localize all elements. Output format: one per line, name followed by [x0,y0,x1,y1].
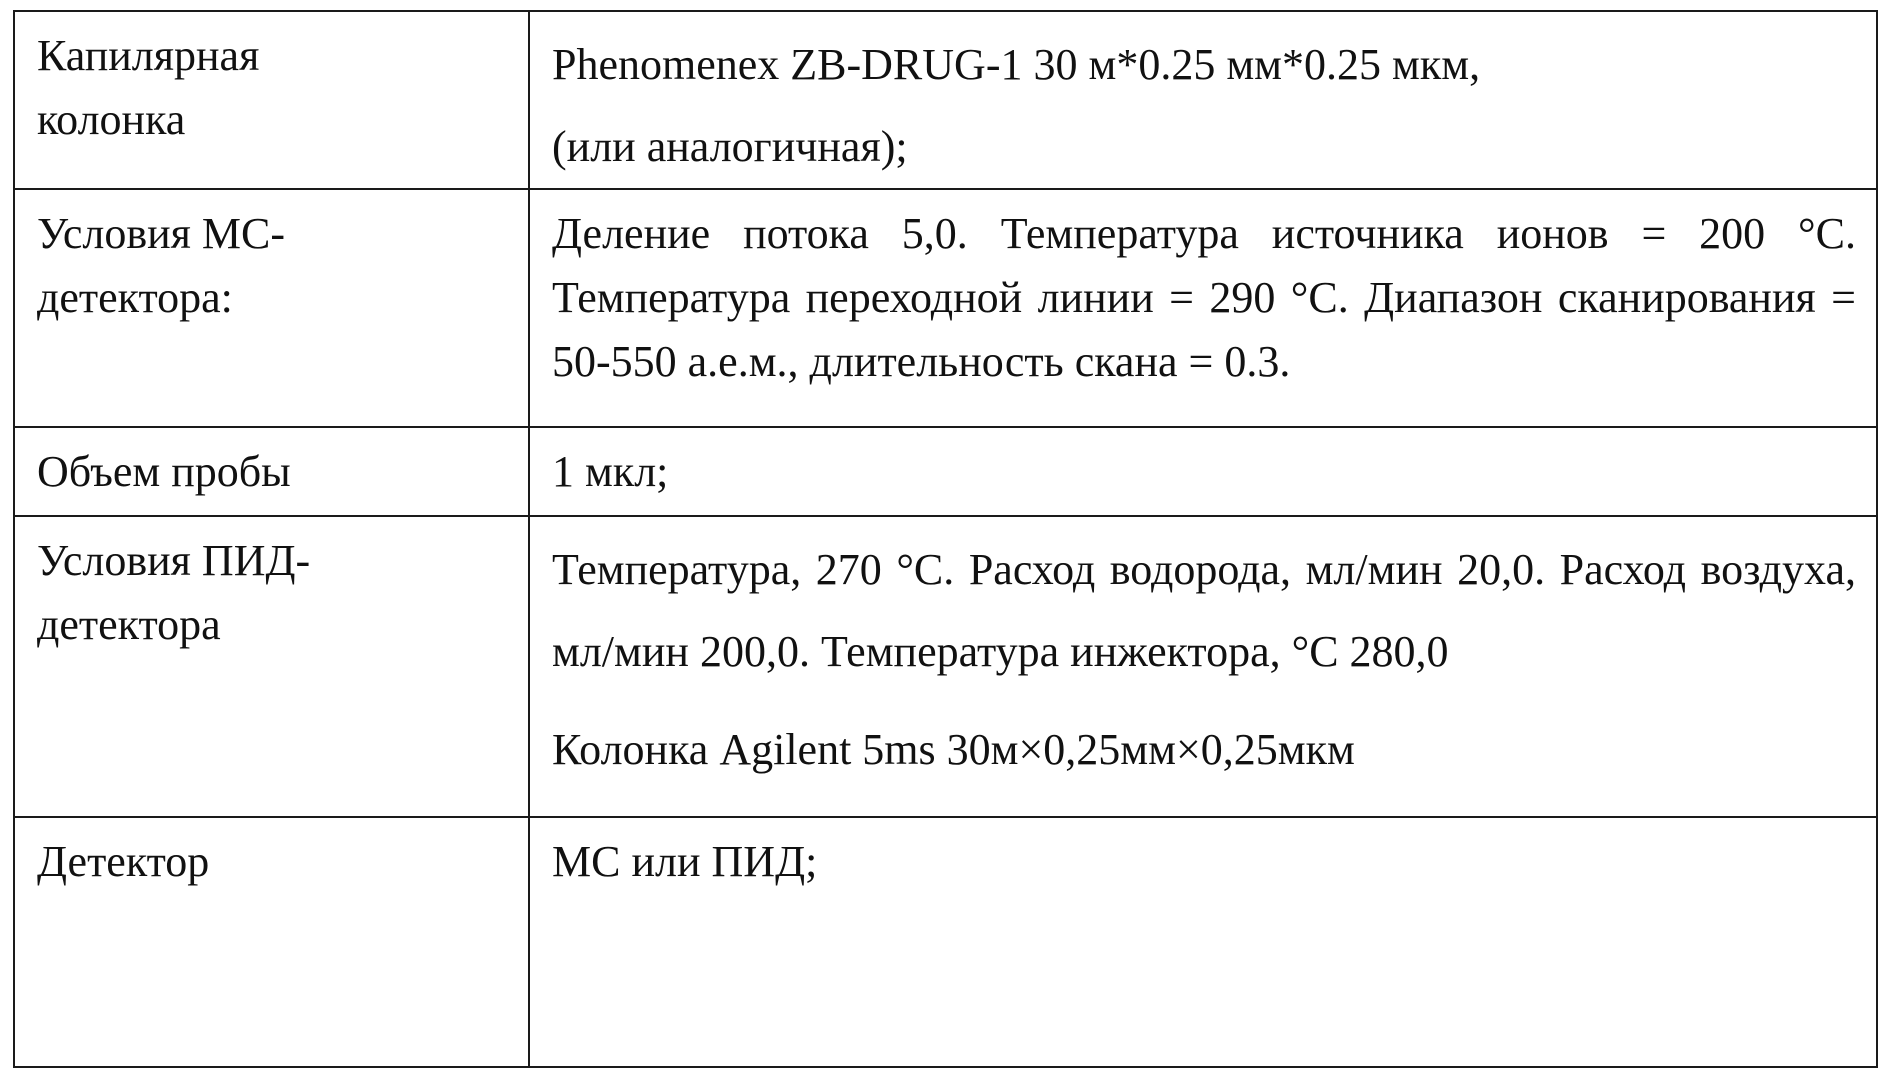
row-value [530,818,1876,894]
row-label: Детектор [37,837,210,886]
label-cell [14,11,529,189]
value-text: МС или ПИД; [552,837,818,886]
row-label: Капилярная колонка [37,31,260,144]
row-value [530,190,1876,394]
row-label: Условия ПИД- детектора [37,536,311,649]
row-value [530,12,1876,188]
value-cell [529,427,1877,516]
row-label: Условия МС- детектора: [37,209,286,322]
value-line: (или аналогичная); [552,122,908,171]
row-value [530,428,1876,504]
parameters-table [13,10,1878,1068]
label-cell [14,516,529,817]
value-cell [529,516,1877,817]
value-text: 1 мкл; [552,447,669,496]
table-row-fid-detector [14,516,1877,817]
table-row-detector [14,817,1877,1067]
value-text: Деление потока 5,0. Температура источника ионов = 200 °С. Температура переходной линии = 290 °С. Диапазон сканирования = 50-550 а.е.м., длительность скана = 0.3. [552,209,1856,386]
table-row-sample-volume [14,427,1877,516]
label-cell [14,189,529,427]
value-line: Phenomenex ZB-DRUG-1 30 м*0.25 мм*0.25 мкм, [552,40,1481,89]
label-cell [14,817,529,1067]
value-cell [529,817,1877,1067]
value-text: Температура, 270 °С. Расход водорода, мл/мин 20,0. Расход воздуха, мл/мин 200,0. Температура инжектора, °С 280,0 [552,545,1856,676]
table-row-column [14,11,1877,189]
column-note: Колонка Agilent 5ms 30м×0,25мм×0,25мкм [552,725,1355,774]
row-label: Объем пробы [37,447,291,496]
row-value [530,517,1876,791]
value-cell [529,189,1877,427]
table-row-ms-detector [14,189,1877,427]
label-cell [14,427,529,516]
value-cell [529,11,1877,189]
